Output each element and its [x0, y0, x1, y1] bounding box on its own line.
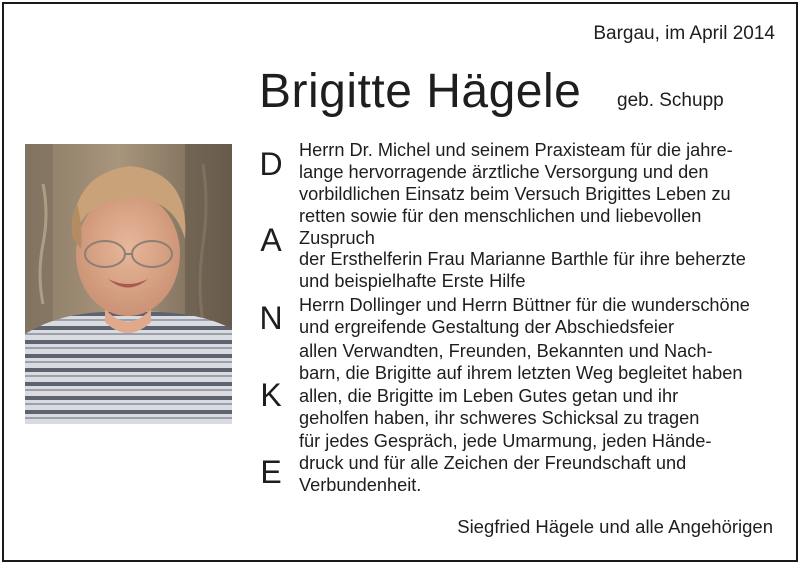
- thanks-line: Zuspruch: [299, 228, 375, 248]
- thanks-line: Verbundenheit.: [299, 475, 422, 495]
- thanks-line: allen Verwandten, Freunden, Bekannten und Nach-: [299, 341, 713, 361]
- danke-letter-n: N: [259, 300, 283, 336]
- thanks-line: für jedes Gespräch, jede Umarmung, jeden Hände-: [299, 431, 712, 451]
- thanks-line: und ergreifende Gestaltung der Abschiedsfeier: [299, 317, 675, 337]
- thanks-paragraph: [299, 294, 773, 338]
- birth-name: geb. Schupp: [617, 90, 724, 111]
- thanks-line: der Ersthelferin Frau Marianne Barthle für ihre beherzte: [299, 249, 746, 269]
- thanks-paragraph: [299, 139, 773, 249]
- danke-letter-e: E: [260, 454, 282, 490]
- thanks-line: und beispielhafte Erste Hilfe: [299, 271, 526, 291]
- thanks-paragraph: [299, 248, 773, 292]
- danke-letter-k: K: [260, 377, 282, 413]
- signature: Siegfried Hägele und alle Angehörigen: [457, 516, 773, 537]
- deceased-name: Brigitte Hägele: [259, 65, 582, 118]
- place-date: Bargau, im April 2014: [593, 23, 775, 44]
- thanks-paragraph: [299, 430, 773, 496]
- thanks-line: Herrn Dollinger und Herrn Büttner für die wunderschöne: [299, 295, 750, 315]
- thanks-paragraph: [299, 340, 773, 384]
- thanks-line: Herrn Dr. Michel und seinem Praxisteam für die jahre-: [299, 140, 733, 160]
- thanks-line: barn, die Brigitte auf ihrem letzten Weg begleitet haben: [299, 363, 743, 383]
- thanks-line: allen, die Brigitte im Leben Gutes getan und ihr: [299, 386, 679, 406]
- thanks-line: retten sowie für den menschlichen und liebevollen: [299, 206, 702, 226]
- danke-letter-d: D: [259, 146, 283, 182]
- portrait-photo: [25, 144, 232, 424]
- danke-letter-a: A: [260, 222, 282, 258]
- thanks-line: druck und für alle Zeichen der Freundschaft und: [299, 453, 687, 473]
- thanks-line: geholfen haben, ihr schweres Schicksal zu tragen: [299, 408, 700, 428]
- thanks-paragraph: [299, 385, 773, 429]
- thanks-line: vorbildlichen Einsatz beim Versuch Brigittes Leben zu: [299, 184, 731, 204]
- thanks-line: lange hervorragende ärztliche Versorgung und den: [299, 162, 709, 182]
